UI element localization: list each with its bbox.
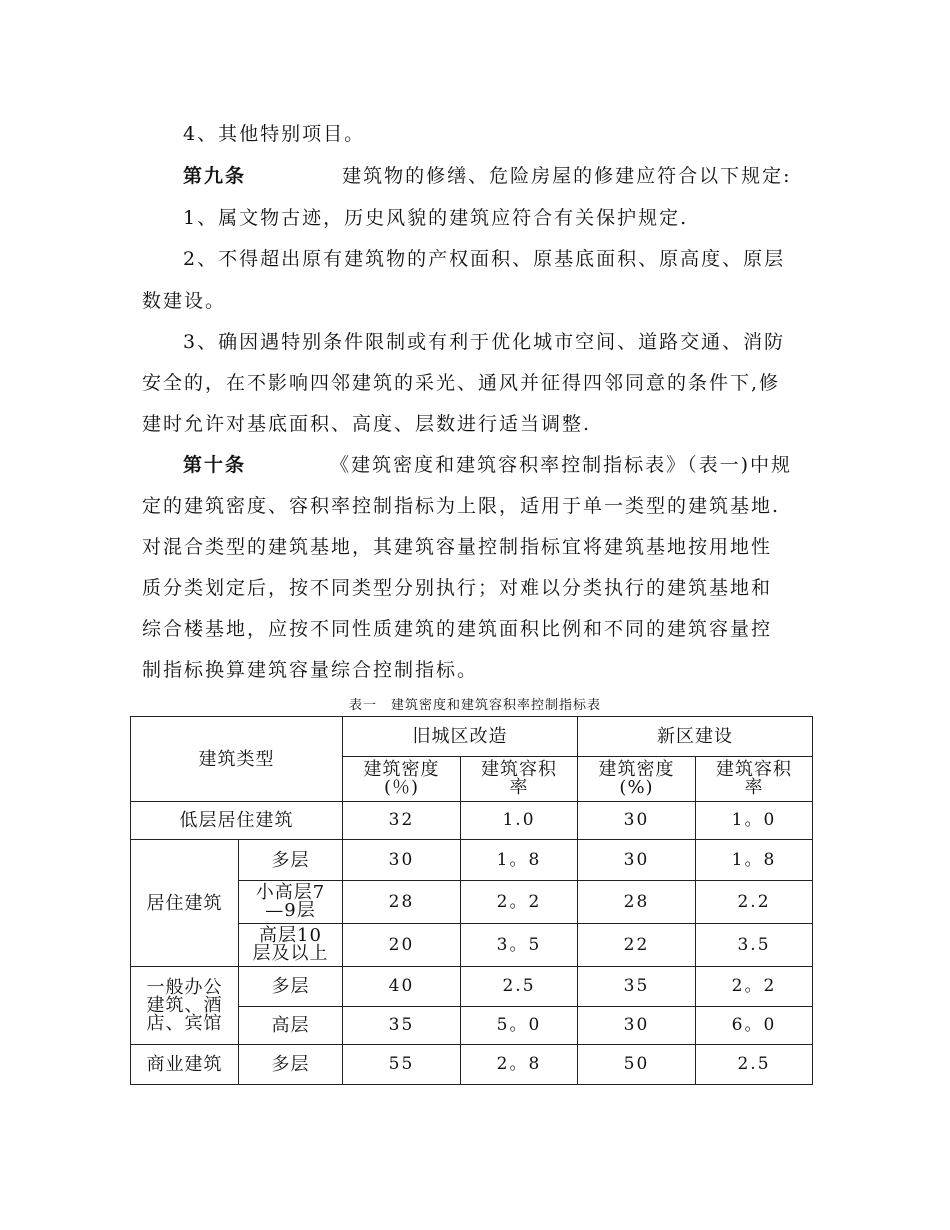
group-residential: 居住建筑	[131, 840, 239, 967]
cell-density-new: 50	[578, 1045, 696, 1085]
cell-far-old: 1。8	[461, 840, 578, 881]
cell-far-old: 2.5	[461, 967, 578, 1007]
cell-far-new: 1。0	[696, 802, 813, 840]
table-header-row-1	[131, 717, 813, 757]
cell-density-old: 28	[343, 881, 461, 924]
cell-far-old: 2。2	[461, 881, 578, 924]
cell-density-old: 32	[343, 802, 461, 840]
paragraph-rule-1: 1、属文物古迹，历史风貌的建筑应符合有关保护规定.	[183, 207, 689, 229]
article-10-line	[183, 453, 853, 477]
row-sub-type	[239, 881, 343, 924]
cell-far-new: 6。0	[696, 1007, 813, 1045]
paragraph-rule-3-line3: 建时允许对基底面积、高度、层数进行适当调整.	[142, 413, 592, 435]
table-caption: 表一 建筑密度和建筑容积率控制指标表	[348, 698, 601, 713]
table-row	[131, 802, 813, 840]
article-10-title: 第十条	[183, 454, 247, 476]
article-10-line2: 定的建筑密度、容积率控制指标为上限，适用于单一类型的建筑基地.	[142, 495, 781, 517]
header-density-old-l2: (％)	[383, 777, 420, 798]
row-sub-type-l1: 小高层7	[255, 882, 326, 903]
paragraph-rule-2-line2: 数建设。	[142, 290, 227, 312]
row-sub-type-l2: —9层	[265, 900, 316, 921]
header-far-old	[461, 757, 578, 802]
cell-far-old: 5。0	[461, 1007, 578, 1045]
article-9-line	[183, 164, 853, 188]
cell-density-new: 30	[578, 840, 696, 881]
paragraph-rule-2-line1: 2、不得超出原有建筑物的产权面积、原基底面积、原高度、原层	[183, 248, 786, 270]
cell-density-old: 35	[343, 1007, 461, 1045]
header-density-old	[343, 757, 461, 802]
control-index-table	[130, 716, 813, 1085]
cell-density-new: 35	[578, 967, 696, 1007]
cell-far-new: 2。2	[696, 967, 813, 1007]
table-row	[131, 967, 813, 1007]
group-office-l2: 建筑、酒	[146, 994, 223, 1016]
header-new-district: 新区建设	[578, 717, 813, 757]
header-building-type: 建筑类型	[131, 717, 343, 802]
article-10-line6: 制指标换算建筑容量综合控制指标。	[142, 659, 479, 681]
article-10-text: 《建筑密度和建筑容积率控制指标表》（表一)中规	[330, 454, 793, 476]
group-office-hotel	[131, 967, 239, 1045]
header-far-new-l1: 建筑容积	[716, 759, 792, 780]
row-sub-type-l1: 高层10	[259, 925, 322, 946]
row-sub-type: 多层	[239, 840, 343, 881]
header-far-old-l1: 建筑容积	[481, 759, 557, 780]
paragraph-item-4: 4、其他特别项目。	[183, 123, 366, 145]
cell-far-new: 3.5	[696, 924, 813, 967]
cell-density-old: 30	[343, 840, 461, 881]
cell-density-old: 40	[343, 967, 461, 1007]
article-10-line5: 综合楼基地，应按不同性质建筑的建筑面积比例和不同的建筑容量控	[142, 618, 773, 640]
header-old-city: 旧城区改造	[343, 717, 578, 757]
row-sub-type: 多层	[239, 967, 343, 1007]
row-sub-type	[239, 924, 343, 967]
header-far-old-l2: 率	[509, 777, 529, 798]
row-type-cell: 低层居住建筑	[131, 802, 343, 840]
group-commercial: 商业建筑	[131, 1045, 239, 1085]
cell-density-new: 28	[578, 881, 696, 924]
cell-far-old: 1.0	[461, 802, 578, 840]
header-far-new	[696, 757, 813, 802]
row-sub-type: 高层	[239, 1007, 343, 1045]
cell-far-new: 2.2	[696, 881, 813, 924]
cell-density-new: 30	[578, 1007, 696, 1045]
group-office-l3: 店、宾馆	[146, 1012, 223, 1034]
paragraph-rule-3-line2: 安全的，在不影响四邻建筑的采光、通风并征得四邻同意的条件下,修	[142, 372, 781, 394]
header-far-new-l2: 率	[744, 777, 764, 798]
cell-density-old: 20	[343, 924, 461, 967]
header-density-new	[578, 757, 696, 802]
cell-density-old: 55	[343, 1045, 461, 1085]
row-sub-type-l2: 层及以上	[252, 943, 329, 964]
table-row	[131, 840, 813, 881]
cell-far-old: 2。8	[461, 1045, 578, 1085]
article-9-text: 建筑物的修缮、危险房屋的修建应符合以下规定:	[342, 165, 792, 187]
header-density-new-l1: 建筑密度	[598, 759, 675, 780]
cell-far-old: 3。5	[461, 924, 578, 967]
row-sub-type: 多层	[239, 1045, 343, 1085]
cell-far-new: 2.5	[696, 1045, 813, 1085]
article-9-title: 第九条	[183, 165, 247, 187]
paragraph-rule-3-line1: 3、确因遇特别条件限制或有利于优化城市空间、道路交通、消防	[183, 331, 786, 353]
group-office-l1: 一般办公	[146, 976, 223, 998]
cell-far-new: 1。8	[696, 840, 813, 881]
article-10-line4: 质分类划定后，按不同类型分别执行；对难以分类执行的建筑基地和	[142, 577, 773, 599]
cell-density-new: 30	[578, 802, 696, 840]
cell-density-new: 22	[578, 924, 696, 967]
header-density-old-l1: 建筑密度	[363, 759, 440, 780]
table-row	[131, 1045, 813, 1085]
article-10-line3: 对混合类型的建筑基地，其建筑容量控制指标宜将建筑基地按用地性	[142, 536, 773, 558]
header-density-new-l2: (%)	[619, 777, 654, 798]
